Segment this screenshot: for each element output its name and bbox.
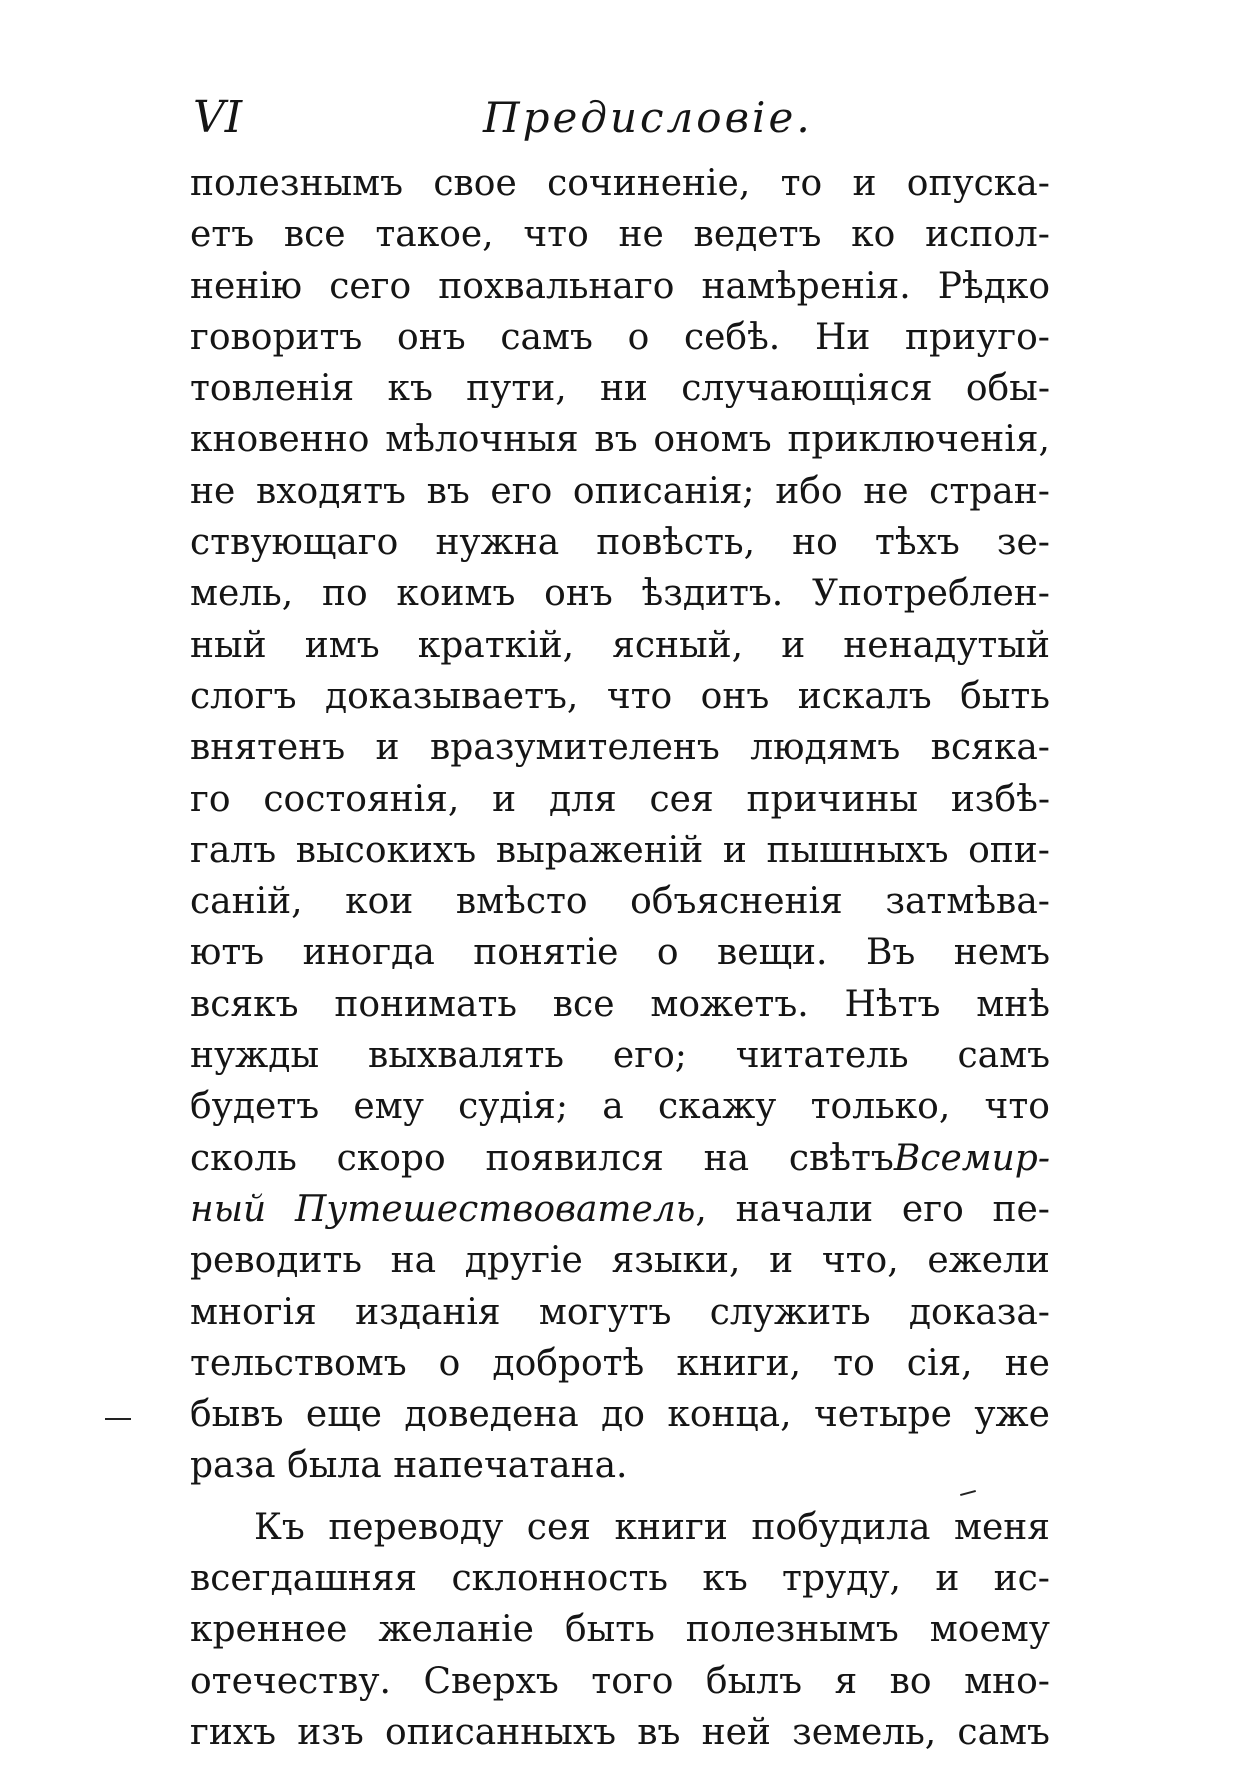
word: могутъ [538, 1291, 672, 1333]
word: земель, [792, 1711, 937, 1753]
word: ясный, [612, 624, 744, 666]
word: ежели [927, 1240, 1050, 1282]
page-header [193, 88, 1043, 148]
word: что [523, 214, 589, 256]
text-line [190, 825, 1050, 876]
text-line [190, 1235, 1050, 1286]
word: объясненія [630, 881, 843, 923]
word: иногда [302, 932, 435, 974]
word: тельствомъ [190, 1342, 407, 1384]
word: скажу [657, 1086, 777, 1128]
word: опи- [968, 829, 1050, 871]
word: языки, [611, 1240, 741, 1282]
word: себѣ. [683, 316, 781, 358]
word: о [656, 932, 679, 974]
word: зе- [996, 522, 1050, 564]
word: къ [387, 368, 433, 410]
word: что [606, 675, 673, 717]
word: въ [637, 1711, 681, 1753]
word: Къ [254, 1506, 305, 1548]
word: галъ [190, 829, 277, 871]
word: четыре [813, 1394, 952, 1436]
word: что, [821, 1240, 899, 1282]
text-line [190, 671, 1050, 722]
word: еще [305, 1394, 382, 1436]
word: онъ [397, 316, 466, 358]
page-number: VI [193, 92, 243, 143]
word: не [618, 214, 664, 256]
word: желаніе [378, 1609, 534, 1651]
word: Рѣдко [937, 265, 1050, 307]
word: затмѣва- [885, 881, 1050, 923]
word: Ни [814, 316, 871, 358]
word: пути, [466, 368, 567, 410]
word: имъ [304, 624, 380, 666]
text-line [190, 568, 1050, 619]
text-line [190, 876, 1050, 927]
word: не [863, 470, 909, 512]
word: меня [953, 1506, 1050, 1548]
word: ис- [993, 1558, 1050, 1600]
word: вразумителенъ [429, 727, 720, 769]
text-line [190, 209, 1050, 260]
text-line [190, 1287, 1050, 1338]
word: того [591, 1660, 674, 1702]
word: склонность [451, 1558, 668, 1600]
word: всякъ [190, 983, 299, 1025]
word: мнѣ [976, 983, 1050, 1025]
word: для [548, 778, 617, 820]
word: приуго- [905, 316, 1050, 358]
word: онъ [544, 573, 613, 615]
word: самъ [500, 316, 593, 358]
word: и [722, 829, 747, 871]
paragraph [190, 158, 1050, 1492]
word: креннее [190, 1609, 348, 1651]
text-line [190, 1081, 1050, 1132]
word: книги, [676, 1342, 802, 1384]
word: обы- [965, 368, 1050, 410]
word: опуска- [906, 163, 1050, 204]
text-line [190, 1604, 1050, 1655]
text-line [190, 517, 1050, 568]
word: понимать [334, 983, 517, 1025]
word: сколь [190, 1137, 297, 1179]
word: пе- [992, 1188, 1050, 1230]
text-line [190, 979, 1050, 1030]
text-line [190, 1338, 1050, 1389]
word: отечеству. [190, 1660, 391, 1702]
word: внятенъ [190, 727, 346, 769]
word: немъ [953, 932, 1050, 974]
word: на [703, 1137, 750, 1179]
word: сего [329, 265, 412, 307]
word: мель, [190, 573, 294, 615]
word: не [1004, 1342, 1050, 1384]
word: въ [426, 470, 470, 512]
word: изданія [355, 1291, 501, 1333]
word: не [190, 470, 236, 512]
word: многія [190, 1291, 317, 1333]
word: все [552, 983, 615, 1025]
word: другіе [464, 1240, 583, 1282]
word: повѣсть, [596, 522, 756, 564]
word: и [769, 1240, 794, 1282]
word: Нѣтъ [844, 983, 941, 1025]
word: ибо [775, 470, 843, 512]
paragraph-gap [190, 1492, 1050, 1502]
word: что [984, 1086, 1050, 1128]
text-line [190, 312, 1050, 363]
word: но [792, 522, 838, 564]
word: вещи. [717, 932, 828, 974]
word: Употреблен- [812, 573, 1050, 615]
word: ный [190, 624, 267, 666]
word: ведетъ [693, 214, 822, 256]
word: саній, [190, 881, 303, 923]
word: товленія [190, 368, 355, 410]
word: сочиненіе, [547, 163, 751, 204]
text-line [190, 927, 1050, 978]
paragraph [190, 1502, 1050, 1758]
word: самъ [957, 1711, 1050, 1753]
word: ему [353, 1086, 424, 1128]
word: намѣренія. [701, 265, 911, 307]
word: случающіяся [681, 368, 933, 410]
word: сея [649, 778, 714, 820]
word: добротѣ [492, 1342, 645, 1384]
word: испол- [925, 214, 1050, 256]
word: въ [594, 419, 638, 461]
word: книги [614, 1506, 728, 1548]
word: изъ [297, 1711, 364, 1753]
word: доказа- [908, 1291, 1050, 1333]
word: ѣздитъ. [641, 573, 784, 615]
word: входятъ [255, 470, 406, 512]
text-line [190, 722, 1050, 773]
word: свое [433, 163, 517, 204]
word: можетъ. [650, 983, 809, 1025]
word: мѣлочныя [385, 419, 579, 461]
word: напечатана. [393, 1445, 628, 1487]
word: труду, [782, 1558, 901, 1600]
word: по [321, 573, 368, 615]
body-text [190, 158, 1050, 1758]
word: полезнымъ [190, 163, 404, 204]
word: свѣтъВсемир- [788, 1137, 1050, 1179]
text-line [190, 774, 1050, 825]
word: къ [702, 1558, 748, 1600]
text-line [190, 620, 1050, 671]
word: кновенно [190, 419, 370, 461]
word: доказываетъ, [324, 675, 579, 717]
word: самъ [957, 1035, 1050, 1077]
word: о [438, 1342, 461, 1384]
word: го [190, 778, 231, 820]
word: реводить [190, 1240, 362, 1282]
word: ней [701, 1711, 771, 1753]
word: нужды [190, 1035, 320, 1077]
text-line [190, 1440, 1050, 1491]
word: и [375, 727, 400, 769]
word: я [834, 1660, 858, 1702]
word: полезнымъ [685, 1609, 899, 1651]
word: всяка- [930, 727, 1050, 769]
text-line [190, 261, 1050, 312]
word: а [602, 1086, 624, 1128]
word: етъ [190, 214, 255, 256]
word: пышныхъ [766, 829, 949, 871]
word: мно- [964, 1660, 1050, 1702]
word: тѣхъ [874, 522, 960, 564]
word: побудила [751, 1506, 931, 1548]
word: моему [929, 1609, 1050, 1651]
word: краткій, [417, 624, 575, 666]
word: похвальнаго [438, 265, 675, 307]
word: и [935, 1558, 960, 1600]
word: сея [526, 1506, 591, 1548]
text-line [190, 1502, 1050, 1553]
word: такое, [375, 214, 494, 256]
text-line [190, 1389, 1050, 1440]
scan-mark-left [105, 1418, 131, 1420]
word: быть [960, 675, 1050, 717]
word: то [780, 163, 823, 204]
word: вмѣсто [455, 881, 588, 923]
word: гихъ [190, 1711, 277, 1753]
word: ненію [190, 265, 303, 307]
word: до [601, 1394, 645, 1436]
text-line [190, 1707, 1050, 1758]
text-line [190, 1030, 1050, 1081]
text-line [190, 1133, 1050, 1184]
word: во [889, 1660, 932, 1702]
word: Путешествователь, [294, 1188, 707, 1230]
word: его [490, 470, 553, 512]
word: людямъ [750, 727, 901, 769]
word: Въ [865, 932, 916, 974]
word: нужна [435, 522, 560, 564]
word: была [287, 1445, 382, 1487]
word: появился [485, 1137, 664, 1179]
word: онъ [700, 675, 770, 717]
word: бывъ [190, 1394, 284, 1436]
word: стран- [929, 470, 1050, 512]
word: раза [190, 1445, 276, 1487]
word: выхвалять [367, 1035, 565, 1077]
word: говоритъ [190, 316, 363, 358]
word: описанія; [572, 470, 755, 512]
word: быть [564, 1609, 655, 1651]
text-line [190, 1553, 1050, 1604]
word: на [390, 1240, 437, 1282]
word: его [901, 1188, 964, 1230]
word: понятіе [473, 932, 619, 974]
word: уже [974, 1394, 1050, 1436]
word: его; [612, 1035, 687, 1077]
word: ко [851, 214, 896, 256]
word: будетъ [190, 1086, 320, 1128]
word: конца, [667, 1394, 792, 1436]
word: приключенія, [787, 419, 1050, 461]
word: кои [345, 881, 414, 923]
word: причины [746, 778, 918, 820]
word: сія, [906, 1342, 973, 1384]
word: переводу [328, 1506, 504, 1548]
word: избѣ- [950, 778, 1050, 820]
word: всегдашняя [190, 1558, 418, 1600]
word: высокихъ [295, 829, 477, 871]
word: ни [599, 368, 648, 410]
word: и [781, 624, 806, 666]
word: доведена [404, 1394, 579, 1436]
word: ютъ [190, 932, 265, 974]
word: судія; [458, 1086, 568, 1128]
word: состоянія, [263, 778, 460, 820]
word: то [833, 1342, 875, 1384]
text-line [190, 1656, 1050, 1707]
word: читатель [735, 1035, 909, 1077]
word: служить [709, 1291, 871, 1333]
text-line [190, 158, 1050, 209]
word: выраженій [495, 829, 704, 871]
text-line [190, 363, 1050, 414]
word: только, [810, 1086, 951, 1128]
word: искалъ [797, 675, 932, 717]
word: коимъ [396, 573, 516, 615]
running-title: Предисловіе. [483, 93, 813, 142]
text-line [190, 466, 1050, 517]
word: ономъ [653, 419, 772, 461]
word: ненадутый [843, 624, 1050, 666]
word: слогъ [190, 675, 297, 717]
word: о [627, 316, 650, 358]
word: и [492, 778, 517, 820]
word: былъ [705, 1660, 802, 1702]
word: описанныхъ [384, 1711, 617, 1753]
word: скоро [336, 1137, 446, 1179]
word: ствующаго [190, 522, 399, 564]
text-line [190, 1184, 1050, 1235]
word: и [852, 163, 877, 204]
text-line [190, 414, 1050, 465]
word: ный [190, 1188, 267, 1230]
word: Сверхъ [423, 1660, 559, 1702]
word: начали [735, 1188, 874, 1230]
word: все [283, 214, 346, 256]
